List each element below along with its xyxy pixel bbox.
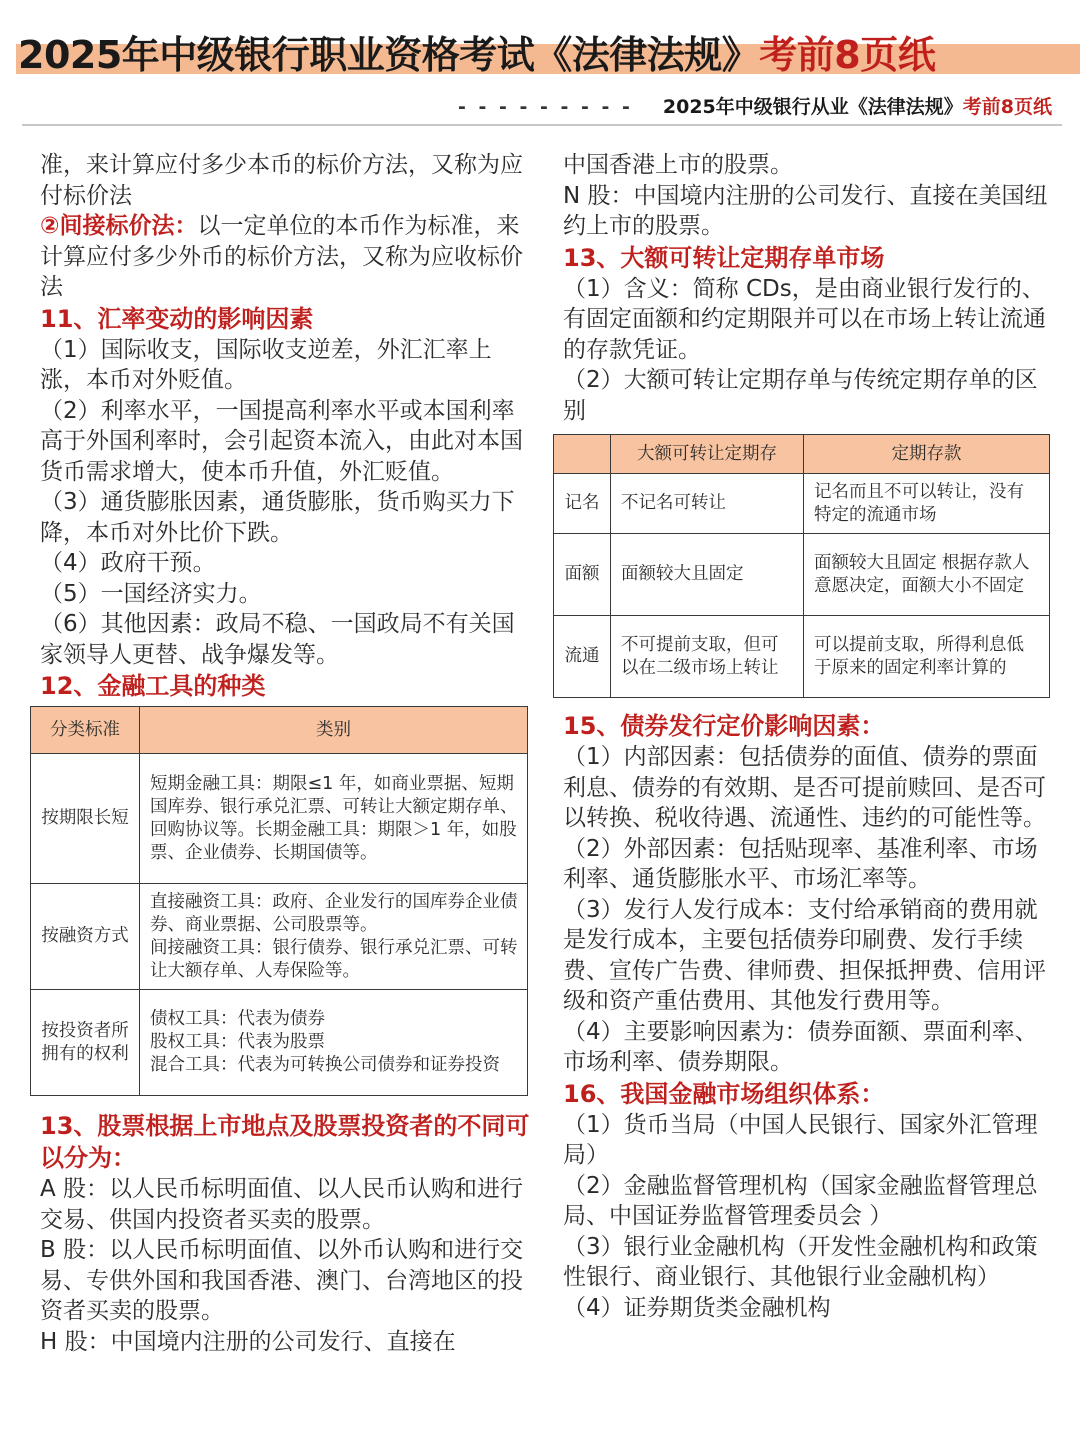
table-category-cell: 按融资方式 [31, 884, 140, 990]
table-cell: 不可提前支取，但可以在二级市场上转让 [611, 616, 804, 698]
subheader [458, 92, 1052, 119]
table-row-label: 面额 [554, 534, 611, 616]
indirect-quote-text: 以一定单位的本币作为标准，来计算应付多少外币的标价方法，又称为应收标价法 [40, 213, 523, 300]
list-item: A 股：以人民币标明面值、以人民币认购和进行交易、供国内投资者买卖的股票。 [40, 1176, 524, 1233]
right-column [563, 150, 1053, 1323]
table-header-cell: 大额可转让定期存 [611, 435, 804, 474]
table-header-cell: 类别 [140, 707, 528, 754]
list-item: （3）通货膨胀因素，通货膨胀，货币购买力下降，本币对外比价下跌。 [40, 489, 515, 546]
table-desc-cell [140, 754, 528, 884]
table-row-label: 记名 [554, 474, 611, 534]
table-desc-cell [140, 884, 528, 990]
list-item: （4）政府干预。 [40, 550, 216, 576]
page-title-main: 2025年中级银行职业资格考试《法律法规》 [18, 33, 760, 77]
list-item: （1）含义：简称 CDs，是由商业银行发行的、有固定面额和约定期限并可以在市场上转让流通的存款凭证。 [563, 275, 1046, 363]
list-item: B 股：以人民币标明面值、以外币认购和进行交易、专供外国和我国香港、澳门、台湾地区的投资者买卖的股票。 [40, 1237, 524, 1324]
page-title [18, 24, 935, 79]
table-row [554, 616, 1050, 698]
header-divider [22, 124, 1062, 126]
table-header-row [554, 435, 1050, 474]
table-header-cell: 分类标准 [31, 707, 140, 754]
list-item: H 股：中国境内注册的公司发行、直接在 [40, 1328, 456, 1355]
table-row [554, 474, 1050, 534]
table-desc-line: 直接融资工具：政府、企业发行的国库券企业债券、商业票据、公司股票等。 [150, 891, 518, 935]
list-item: （1）货币当局（中国人民银行、国家外汇管理局） [563, 1111, 1038, 1168]
table-header-cell: 定期存款 [804, 435, 1050, 474]
list-item: （1）内部因素：包括债券的面值、债券的票面利息、债券的有效期、是否可提前赎回、是否可以转换、税收待遇、流通性、违约的可能性等。 [563, 744, 1046, 831]
list-item: （2）外部因素：包括贴现率、基准利率、市场利率、通货膨胀水平、市场汇率等。 [563, 835, 1038, 892]
table-desc-line: 混合工具：代表为可转换公司债券和证券投资 [150, 1055, 500, 1075]
subheader-title: 2025年中级银行从业《法律法规》 [662, 96, 963, 118]
table-row [31, 754, 528, 884]
table-cell: 面额较大且固定 [611, 534, 804, 616]
table-desc-line: 股权工具：代表为股票 [150, 1032, 325, 1052]
table-row [31, 990, 528, 1096]
table-desc-cell [140, 990, 528, 1096]
paragraph-direct-quote-cont: 准，来计算应付多少本币的标价方法，又称为应付标价法 [40, 152, 523, 209]
table-category-cell: 按投资者所拥有的权利 [31, 990, 140, 1096]
table-cell: 面额较大且固定 根据存款人意愿决定，面额大小不固定 [804, 534, 1050, 616]
list-item: （3）银行业金融机构（开发性金融机构和政策性银行、商业银行、其他银行业金融机构） [563, 1233, 1038, 1290]
section-heading-15: 15、债券发行定价影响因素： [563, 712, 885, 740]
page-title-accent: 考前8页纸 [759, 33, 936, 77]
paragraph-n-share: N 股：中国境内注册的公司发行、直接在美国纽约上市的股票。 [563, 182, 1048, 239]
list-item: （4）证券期货类金融机构 [563, 1294, 831, 1321]
subheader-accent: 考前8页纸 [962, 96, 1052, 118]
indirect-quote-label: ②间接标价法： [40, 213, 198, 239]
table-row [554, 534, 1050, 616]
table-row-label: 流通 [554, 616, 611, 698]
paragraph-indirect-quote [40, 211, 530, 303]
table-header-cell [554, 435, 611, 474]
table-header-row [31, 707, 528, 754]
table-desc-line: 短期金融工具：期限≤1 年，如商业票据、短期国库券、银行承兑汇票、可转让大额定期存单、回购协议等。长期金融工具：期限＞1 年，如股票、企业债券、长期国债等。 [150, 773, 518, 863]
list-item: （6）其他因素：政局不稳、一国政局不有关国家领导人更替、战争爆发等。 [40, 611, 515, 668]
cd-comparison-table [553, 434, 1050, 698]
list-item: （2）金融监督管理机构（国家金融监督管理总局、中国证券监督管理委员会 ） [563, 1172, 1038, 1229]
section-heading-12: 12、金融工具的种类 [40, 672, 266, 700]
section-heading-13-stocks: 13、股票根据上市地点及股票投资者的不同可以分为： [40, 1112, 530, 1172]
table-row [31, 884, 528, 990]
list-item: （2）大额可转让定期存单与传统定期存单的区别 [563, 367, 1038, 424]
table-cell: 可以提前支取，所得利息低于原来的固定利率计算的 [804, 616, 1050, 698]
table-cell: 记名而且不可以转让，没有特定的流通市场 [804, 474, 1050, 534]
section-heading-11: 11、汇率变动的影响因素 [40, 304, 314, 333]
subheader-dashes: - - - - - - - - - [457, 96, 633, 118]
table-cell: 不记名可转让 [611, 474, 804, 534]
list-item: （4）主要影响因素为：债券面额、票面利率、市场利率、债券期限。 [563, 1018, 1038, 1075]
table-category-cell: 按期限长短 [31, 754, 140, 884]
list-item: （1）国际收支，国际收支逆差，外汇汇率上涨，本币对外贬值。 [40, 336, 492, 393]
table-desc-line: 债权工具：代表为债券 [150, 1009, 325, 1029]
paragraph-h-share-cont: 中国香港上市的股票。 [563, 152, 793, 178]
list-item: （2）利率水平，一国提高利率水平或本国利率高于外国利率时，会引起资本流入，由此对本国货币需求增大，使本币升值，外汇贬值。 [40, 397, 523, 485]
section-heading-13-cds: 13、大额可转让定期存单市场 [563, 243, 885, 272]
list-item: （5）一国经济实力。 [40, 580, 262, 607]
list-item: （3）发行人发行成本：支付给承销商的费用就是发行成本，主要包括债券印刷费、发行手续费、宣传广告费、律师费、担保抵押费、信用评级和资产重估费用、其他发行费用等。 [563, 896, 1046, 1014]
financial-instruments-table [30, 706, 528, 1096]
table-desc-line: 间接融资工具：银行债券、银行承兑汇票、可转让大额存单、人寿保险等。 [150, 937, 518, 981]
left-column [40, 150, 530, 1357]
section-heading-16: 16、我国金融市场组织体系： [563, 1079, 885, 1108]
